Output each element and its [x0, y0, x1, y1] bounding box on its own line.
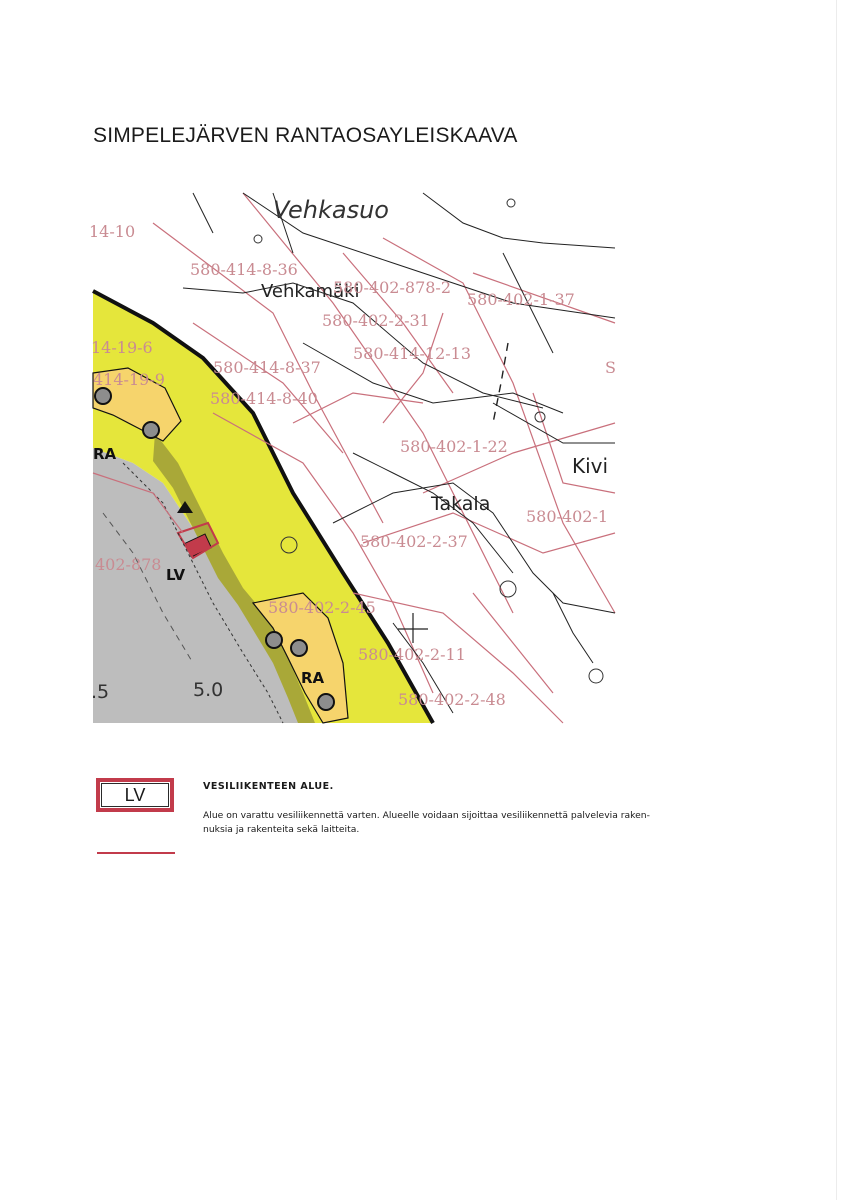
zone-label-ra-north: RA: [93, 445, 117, 463]
parcel-label: 580-402-1-37: [467, 290, 575, 309]
zoning-map: [89, 193, 616, 723]
place-name-vehkamaki: Vehkamäki: [261, 281, 360, 302]
parcel-label: 580-414-8-36: [190, 260, 298, 279]
legend-heading: VESILIIKENTEEN ALUE.: [203, 781, 334, 792]
legend-description-line: Alue on varattu vesiliikennettä varten. Alueelle voidaan sijoittaa vesiliikennettä palvelevia raken-: [203, 810, 650, 821]
parcel-label: 580-402-2-48: [398, 690, 506, 709]
parcel-label: 580-402-1-22: [400, 437, 508, 456]
parcel-label: 14-19-6: [91, 338, 153, 357]
document-title: SIMPELEJÄRVEN RANTAOSAYLEISKAAVA: [93, 124, 518, 147]
cross-marker-icon: [398, 613, 428, 643]
page-edge: [836, 0, 837, 1200]
parcel-label: 580-402-2-11: [358, 645, 466, 664]
parcel-label: 580-414-8-37: [213, 358, 321, 377]
map-canvas: [89, 193, 616, 723]
parcel-label: 414-19-9: [93, 370, 165, 389]
legend-description: [203, 809, 743, 837]
place-name-kivi: Kivi: [572, 454, 609, 478]
elevation-label: .5: [91, 681, 110, 703]
parcel-label: 402-878: [95, 555, 162, 574]
parcel-label: 580-402-2-31: [322, 311, 430, 330]
parcel-label: 580-402-1: [526, 507, 609, 526]
parcel-line-legend-sample: [97, 852, 175, 854]
place-name-takala: Takala: [431, 493, 491, 515]
parcel-label: 14-10: [89, 222, 136, 241]
lv-legend-symbol: [96, 778, 174, 812]
dashed-track: [493, 343, 508, 423]
parcel-label: 580-402-878-2: [333, 278, 452, 297]
elevation-label: 5.0: [193, 679, 224, 701]
lv-legend-code: LV: [124, 784, 146, 805]
parcel-label: 580-414-12-13: [353, 344, 472, 363]
parcel-label: S: [605, 358, 616, 377]
place-name-vehkasuo: Vehkasuo: [273, 196, 389, 224]
zone-label-ra-south: RA: [301, 669, 325, 687]
parcel-label: 580-402-2-37: [360, 532, 468, 551]
legend-description-line: nuksia ja rakenteita sekä laitteita.: [203, 824, 360, 835]
parcel-label: 580-402-2-45: [268, 598, 376, 617]
zone-label-lv: LV: [166, 566, 186, 584]
parcel-label: 580-414-8-40: [210, 389, 318, 408]
